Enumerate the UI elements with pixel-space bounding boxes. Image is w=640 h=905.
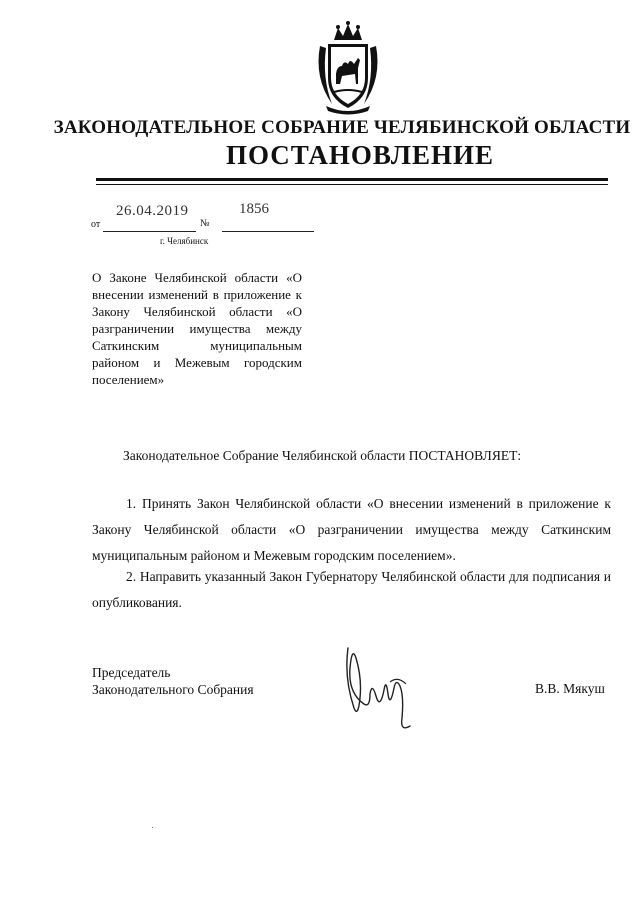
header-divider-thick [96,178,608,181]
resolution-item-2: 2. Направить указанный Закон Губернатору Челябинской области для подписания и опубликования. [92,569,611,610]
handwritten-signature [330,638,430,738]
city-label: г. Челябинск [160,236,209,246]
resolution-item-1: 1. Принять Закон Челябинской области «О внесении изменений в приложение к Закону Челябинской области «О разграничении имущества между Саткинским муниципальным районом и Межевым городским поселением». [92,496,611,563]
signatory-name: В.В. Мякуш [535,681,605,696]
coat-of-arms-icon [312,18,384,118]
document-type: ПОСТАНОВЛЕНИЕ [225,140,495,170]
signatory-title-line2: Законодательного Собрания [92,682,254,697]
number-prefix: № [200,218,210,229]
header-divider-thin [96,184,608,185]
number-underline [222,231,314,232]
date-prefix: от [91,219,101,230]
organization-name: ЗАКОНОДАТЕЛЬНОЕ СОБРАНИЕ ЧЕЛЯБИНСКОЙ ОБЛАСТИ [53,117,631,138]
document-date: 26.04.2019 [116,203,189,219]
signatory-title [92,664,254,698]
scan-speck [152,827,153,828]
date-underline [103,231,196,232]
signatory-title-line1: Председатель [92,665,171,680]
document-number: 1856 [239,201,269,217]
resolution-intro: Законодательное Собрание Челябинской области ПОСТАНОВЛЯЕТ: [123,448,522,463]
document-subject: О Законе Челябинской области «О внесении изменений в приложение к Закону Челябинской области «О разграничении имущества между Саткинским муниципальным районом и Межевым городским поселением» [92,270,302,387]
